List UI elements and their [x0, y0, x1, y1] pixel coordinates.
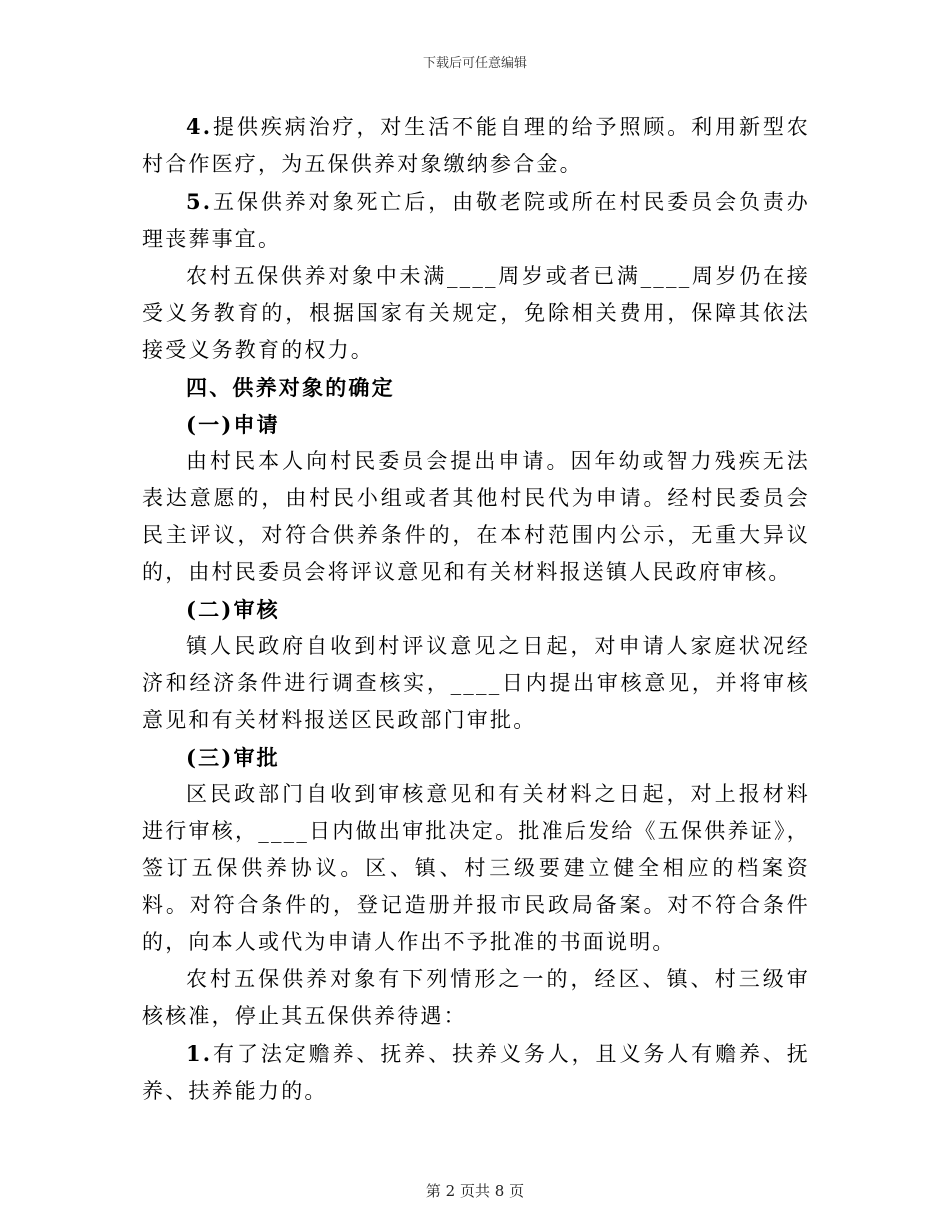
subsection-heading: (一)申请 — [186, 412, 280, 437]
paragraph — [142, 108, 810, 183]
paragraph: 农村五保供养对象中未满____周岁或者已满____周岁仍在接受义务教育的，根据国家有关规定，免除相关费用，保障其依法接受义务教育的权力。 — [142, 264, 810, 362]
paragraph: 由村民本人向村民委员会提出申请。因年幼或智力残疾无法表达意愿的，由村民小组或者其他村民代为申请。经村民委员会民主评议，对符合供养条件的，在本村范围内公示，无重大异议的，由村民委员会将评议意见和有关材料报送镇人民政府审核。 — [142, 449, 810, 584]
paragraph-text: 有了法定赡养、抚养、扶养义务人，且义务人有赡养、抚养、扶养能力的。 — [142, 1042, 810, 1103]
paragraph — [142, 183, 810, 258]
document-body — [142, 108, 810, 1110]
item-number: 1. — [186, 1041, 213, 1066]
section-heading: 四、供养对象的确定 — [186, 375, 395, 400]
paragraph: 区民政部门自收到审核意见和有关材料之日起，对上报材料进行审核，____日内做出审批决定。批准后发给《五保供养证》，签订五保供养协议。区、镇、村三级要建立健全相应的档案资料。对符合条件的，登记造册并报市民政局备案。对不符合条件的，向本人或代为申请人作出不予批准的书面说明。 — [142, 782, 810, 954]
page-header: 下载后可任意编辑 — [422, 56, 527, 71]
subsection-heading: (三)审批 — [186, 745, 280, 770]
paragraph — [142, 1035, 810, 1110]
paragraph: 农村五保供养对象有下列情形之一的，经区、镇、村三级审核核准，停止其五保供养待遇： — [142, 967, 810, 1028]
item-number: 4. — [186, 114, 213, 139]
paragraph: 镇人民政府自收到村评议意见之日起，对申请人家庭状况经济和经济条件进行调查核实，____日内提出审核意见，并将审核意见和有关材料报送区民政部门审批。 — [142, 634, 810, 732]
subsection-heading: (二)审核 — [186, 597, 280, 622]
paragraph-text: 提供疾病治疗，对生活不能自理的给予照顾。利用新型农村合作医疗，为五保供养对象缴纳参合金。 — [142, 115, 810, 176]
item-number: 5. — [186, 189, 213, 214]
paragraph-text: 五保供养对象死亡后，由敬老院或所在村民委员会负责办理丧葬事宜。 — [142, 190, 810, 251]
page-footer: 第 2 页共 8 页 — [425, 1182, 525, 1200]
